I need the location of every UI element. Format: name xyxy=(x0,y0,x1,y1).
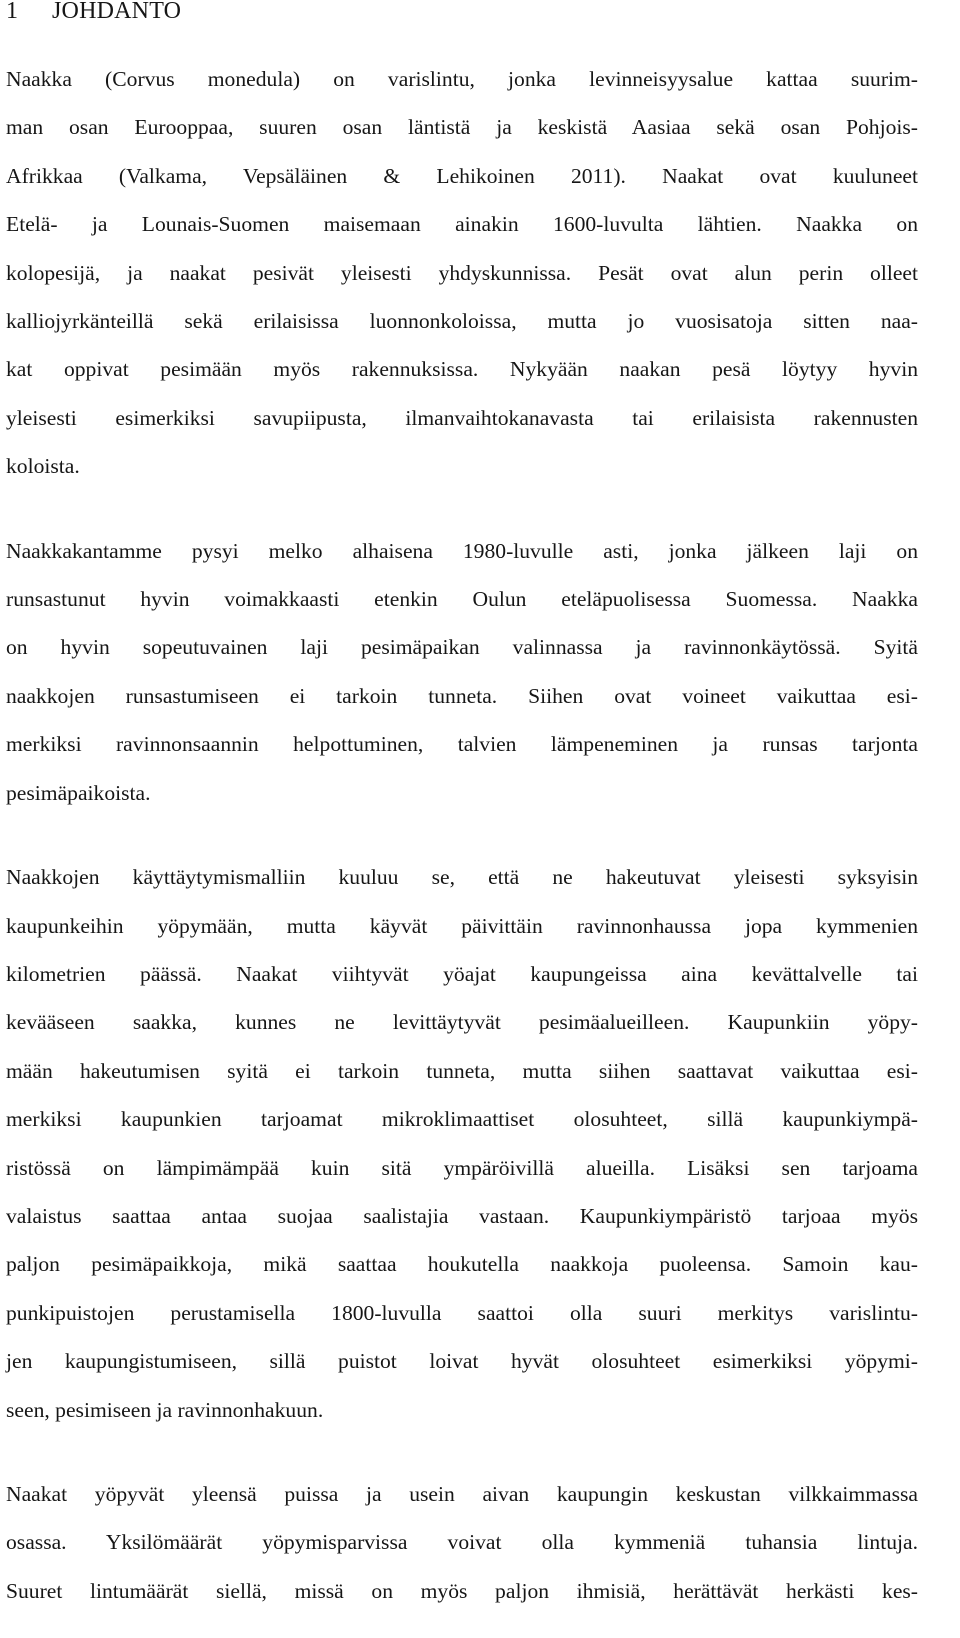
text-line: Naakkojen käyttäytymismalliin kuuluu se, että ne hakeutuvat yleisesti syksyisin xyxy=(6,865,918,890)
chapter-number: 1 xyxy=(6,0,19,24)
text-line: yleisesti esimerkiksi savupiipusta, ilmanvaihtokanavasta tai erilaisista rakennusten xyxy=(6,405,918,430)
text-line: mään hakeutumisen syitä ei tarkoin tunneta, mutta siihen saattavat vaikuttaa esi- xyxy=(6,1058,918,1083)
text-line: paljon pesimäpaikkoja, mikä saattaa houkutella naakkoja puoleensa. Samoin kau- xyxy=(6,1252,918,1277)
text-line: ristössä on lämpimämpää kuin sitä ympäröivillä alueilla. Lisäksi sen tarjoama xyxy=(6,1155,918,1180)
text-line: on hyvin sopeutuvainen laji pesimäpaikan valinnassa ja ravinnonkäytössä. Syitä xyxy=(6,635,918,660)
text-line: valaistus saattaa antaa suojaa saalistajia vastaan. Kaupunkiympäristö tarjoaa myös xyxy=(6,1203,918,1228)
text-line: merkiksi ravinnonsaannin helpottuminen, talvien lämpeneminen ja runsas tarjonta xyxy=(6,732,918,757)
text-line: Etelä- ja Lounais-Suomen maisemaan ainakin 1600-luvulta lähtien. Naakka on xyxy=(6,212,918,237)
text-line: kilometrien päässä. Naakat viihtyvät yöajat kaupungeissa aina kevättalvelle tai xyxy=(6,961,918,986)
text-line: naakkojen runsastumiseen ei tarkoin tunneta. Siihen ovat voineet vaikuttaa esi- xyxy=(6,683,918,708)
text-line: osassa. Yksilömäärät yöpymisparvissa voivat olla kymmeniä tuhansia lintuja. xyxy=(6,1530,918,1555)
paragraph-1 xyxy=(6,55,918,491)
document-page xyxy=(6,0,918,1615)
text-line: Naakkakantamme pysyi melko alhaisena 1980-luvulle asti, jonka jälkeen laji on xyxy=(6,538,918,563)
text-line: merkiksi kaupunkien tarjoamat mikroklimaattiset olosuhteet, sillä kaupunkiympä- xyxy=(6,1107,918,1132)
paragraph-4 xyxy=(6,1470,918,1615)
chapter-title: JOHDANTO xyxy=(52,0,182,24)
text-line: kat oppivat pesimään myös rakennuksissa. Nykyään naakan pesä löytyy hyvin xyxy=(6,357,918,382)
text-line: jen kaupungistumiseen, sillä puistot loivat hyvät olosuhteet esimerkiksi yöpymi- xyxy=(6,1349,918,1374)
text-line: punkipuistojen perustamisella 1800-luvulla saattoi olla suuri merkitys varislintu- xyxy=(6,1300,918,1325)
text-line: pesimäpaikoista. xyxy=(6,780,151,805)
paragraph-3 xyxy=(6,853,918,1434)
text-line: Afrikkaa (Valkama, Vepsäläinen & Lehikoinen 2011). Naakat ovat kuuluneet xyxy=(6,163,918,188)
chapter-heading xyxy=(6,0,918,25)
text-line: Naakka (Corvus monedula) on varislintu, jonka levinneisyysalue kattaa suurim- xyxy=(6,67,918,91)
paragraph-2 xyxy=(6,527,918,817)
text-line: Suuret lintumäärät siellä, missä on myös paljon ihmisiä, herättävät herkästi kes- xyxy=(6,1578,918,1603)
text-line: kalliojyrkänteillä sekä erilaisissa luonnonkoloissa, mutta jo vuosisatoja sitten naa- xyxy=(6,309,918,334)
text-line: kaupunkeihin yöpymään, mutta käyvät päivittäin ravinnonhaussa jopa kymmenien xyxy=(6,913,918,938)
text-line: koloista. xyxy=(6,454,80,479)
text-line: runsastunut hyvin voimakkaasti etenkin Oulun eteläpuolisessa Suomessa. Naakka xyxy=(6,587,918,612)
text-line: seen, pesimiseen ja ravinnonhakuun. xyxy=(6,1397,324,1422)
text-line: man osan Eurooppaa, suuren osan läntistä ja keskistä Aasiaa sekä osan Pohjois- xyxy=(6,115,918,140)
text-line: Naakat yöpyvät yleensä puissa ja usein aivan kaupungin keskustan vilkkaimmassa xyxy=(6,1481,918,1506)
text-line: kolopesijä, ja naakat pesivät yleisesti yhdyskunnissa. Pesät ovat alun perin olleet xyxy=(6,260,918,285)
text-line: kevääseen saakka, kunnes ne levittäytyvät pesimäalueilleen. Kaupunkiin yöpy- xyxy=(6,1010,918,1035)
